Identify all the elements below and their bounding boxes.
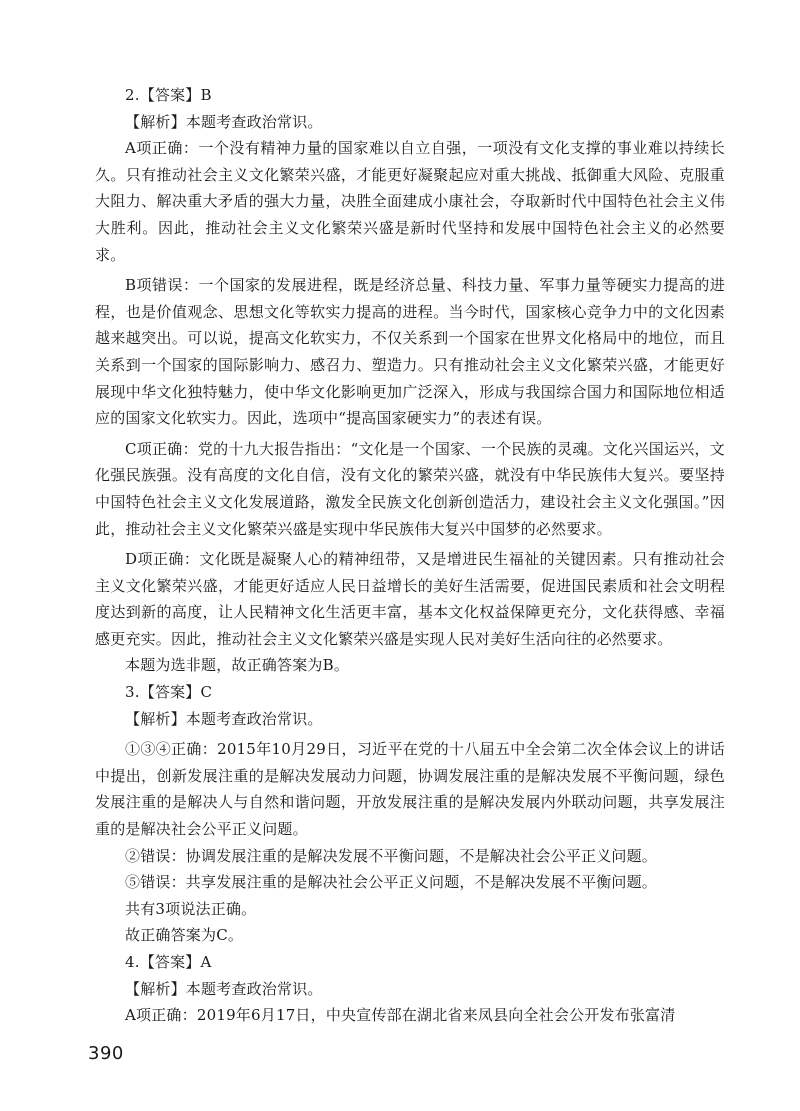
paragraph-option-b: B项错误：一个国家的发展进程，既是经济总量、科技力量、军事力量等硬实力提高的进程，也是价值观念、思想文化等软实力提高的进程。当今时代，国家核心竞争力中的文化因素越来越突出。可以说，提高文化软实力，不仅关系到一个国家在世界文化格局中的地位，而且关系到一个国家的国际影响力、感召力、塑造力。只有推动社会主义文化繁荣兴盛，才能更好展现中华文化独特魅力，使中华文化影响更加广泛深入，形成与我国综合国力和国际地位相适应的国家文化软实力。因此，选项中“提高国家硬实力”的表述有误。 <box>95 276 725 428</box>
page-body <box>95 82 725 1029</box>
count-correct: 共有3项说法正确。 <box>125 899 257 918</box>
analysis-4-heading: 【解析】本题考查政治常识。 <box>125 979 323 998</box>
analysis-3-heading: 【解析】本题考查政治常识。 <box>125 709 323 728</box>
paragraph-option-d: D项正确：文化既是凝聚人心的精神纽带，又是增进民生福祉的关键因素。只有推动社会主义文化繁荣兴盛，才能更好适应人民日益增长的美好生活需要，促进国民素质和社会文明程度达到新的高度，让人民精神文化生活更丰富，基本文化权益保障更充分，文化获得感、幸福感更充实。因此，推动社会主义文化繁荣兴盛是实现人民对美好生活向往的必然要求。 <box>95 550 725 648</box>
paragraph-4-option-a: A项正确：2019年6月17日，中央宣传部在湖北省来凤县向全社会公开发布张富清 <box>125 1006 676 1025</box>
paragraph-items-134: ①③④正确：2015年10月29日，习近平在党的十八届五中全会第二次全体会议上的讲话中提出，创新发展注重的是解决发展动力问题，协调发展注重的是解决发展不平衡问题，绿色发展注重的是解决人与自然和谐问题，开放发展注重的是解决发展内外联动问题，共享发展注重的是解决社会公平正义问题。 <box>95 740 725 839</box>
answer-3-heading: 3.【答案】C <box>125 683 213 702</box>
analysis-2-heading: 【解析】本题考查政治常识。 <box>125 112 323 131</box>
page-number: 390 <box>88 1043 124 1064</box>
paragraph-item-5: ⑤错误：共享发展注重的是解决社会公平正义问题，不是解决发展不平衡问题。 <box>125 873 658 892</box>
conclusion-3: 故正确答案为C。 <box>125 926 244 945</box>
paragraph-option-c: C项正确：党的十九大报告指出：“文化是一个国家、一个民族的灵魂。文化兴国运兴，文化强民族强。没有高度的文化自信，没有文化的繁荣兴盛，就没有中华民族伟大复兴。要坚持中国特色社会主义文化发展道路，激发全民族文化创新创造活力，建设社会主义文化强国。”因此，推动社会主义文化繁荣兴盛是实现中华民族伟大复兴中国梦的必然要求。 <box>95 439 725 538</box>
answer-4-heading: 4.【答案】A <box>125 953 212 971</box>
conclusion-2: 本题为选非题，故正确答案为B。 <box>125 656 350 675</box>
paragraph-item-2: ②错误：协调发展注重的是解决发展不平衡问题，不是解决社会公平正义问题。 <box>125 846 658 865</box>
answer-2-heading: 2.【答案】B <box>125 86 212 104</box>
paragraph-option-a: A项正确：一个没有精神力量的国家难以自立自强，一项没有文化支撑的事业难以持续长久。只有推动社会主义文化繁荣兴盛，才能更好凝聚起应对重大挑战、抵御重大风险、克服重大阻力、解决重大矛盾的强大力量，决胜全面建成小康社会，夺取新时代中国特色社会主义伟大胜利。因此，推动社会主义文化繁荣兴盛是新时代坚持和发展中国特色社会主义的必然要求。 <box>95 139 725 264</box>
